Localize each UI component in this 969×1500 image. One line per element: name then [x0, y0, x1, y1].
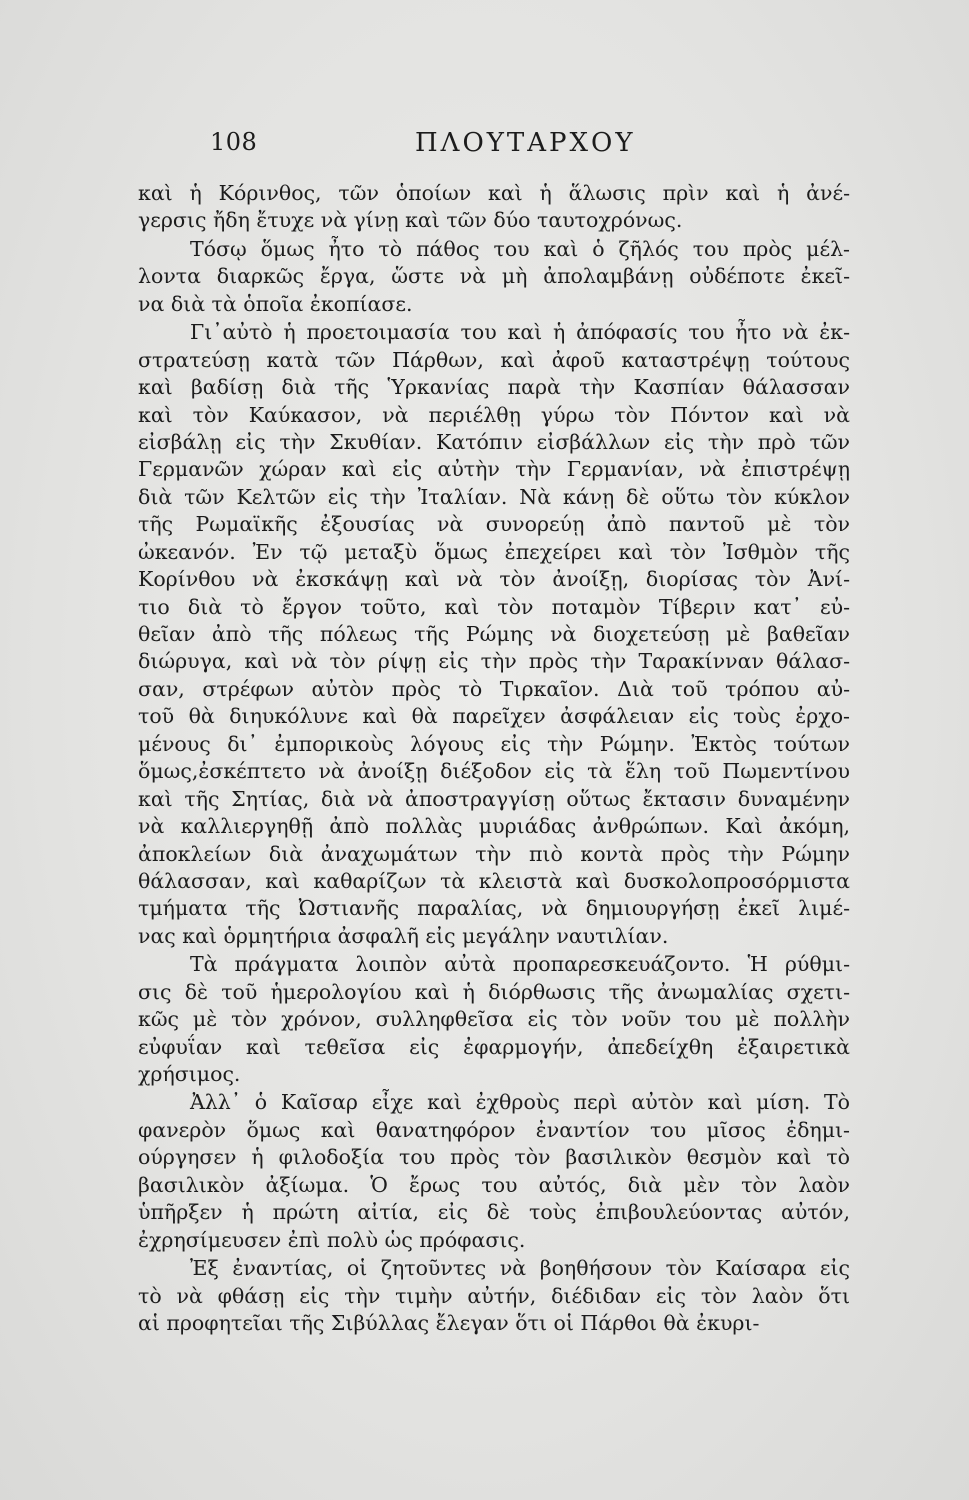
text-line: ἀποκλείων διὰ ἀναχωμάτων τὴν πιὸ κοντὰ πρὸς τὴν Ρώμην — [138, 841, 850, 866]
text-line: φανερὸν ὅμως καὶ θανατηφόρον ἐναντίον του μῖσος ἐδημι- — [138, 1117, 850, 1142]
text-line: χρήσιμος. — [138, 1062, 241, 1086]
text-line: Κορίνθου νὰ ἐκσκάψῃ καὶ νὰ τὸν ἀνοίξῃ, διορίσας τὸν Ἀνί- — [138, 567, 850, 592]
text-line: αἱ προφητεῖαι τῆς Σιβύλλας ἔλεγαν ὅτι οἱ Πάρθοι θὰ ἐκυρι- — [138, 1310, 760, 1335]
text-line: ὅμως,ἐσκέπτετο νὰ ἀνοίξῃ διέξοδον εἰς τὰ ἕλη τοῦ Πωμεντίνου — [138, 759, 850, 784]
text-line: θεῖαν ἀπὸ τῆς πόλεως τῆς Ρώμης νὰ διοχετεύσῃ μὲ βαθεῖαν — [138, 622, 850, 646]
text-line: Τόσῳ ὅμως ἦτο τὸ πάθος του καὶ ὁ ζῆλός του πρὸς μέλ- — [190, 236, 850, 261]
text-line: τιο διὰ τὸ ἔργον τοῦτο, καὶ τὸν ποταμὸν Τίβεριν κατ᾿ εὐ- — [138, 594, 850, 619]
paragraph — [138, 1255, 850, 1337]
text-line: εἰσβάλῃ εἰς τὴν Σκυθίαν. Κατόπιν εἰσβάλλων εἰς τὴν πρὸ τῶν — [138, 429, 850, 454]
text-line: καὶ ἡ Κόρινθος, τῶν ὁποίων καὶ ἡ ἅλωσις πρὶν καὶ ἡ ἀνέ- — [138, 181, 850, 205]
page-number: 108 — [210, 128, 258, 156]
text-line: σαν, στρέφων αὐτὸν πρὸς τὸ Τιρκαῖον. Διὰ τοῦ τρόπου αὐ- — [138, 676, 850, 701]
page-header — [210, 128, 850, 168]
text-line: τμήματα τῆς Ὠστιανῆς παραλίας, νὰ δημιουργήσῃ ἐκεῖ λιμέ- — [138, 896, 850, 921]
text-line: στρατεύσῃ κατὰ τῶν Πάρθων, καὶ ἀφοῦ καταστρέψῃ τούτους — [138, 347, 850, 372]
text-line: διὰ τῶν Κελτῶν εἰς τὴν Ἰταλίαν. Νὰ κάνῃ δὲ οὕτω τὸν κύκλον — [138, 484, 850, 509]
paragraph — [138, 180, 850, 235]
text-line: τῆς Ρωμαϊκῆς ἐξουσίας νὰ συνορεύῃ ἀπὸ παντοῦ μὲ τὸν — [138, 512, 850, 537]
text-line: κῶς μὲ τὸν χρόνον, συλληφθεῖσα εἰς τὸν νοῦν του μὲ πολλὴν — [138, 1007, 850, 1032]
text-line: βασιλικὸν ἀξίωμα. Ὁ ἔρως του αὐτός, διὰ μὲν τὸν λαὸν — [138, 1172, 850, 1197]
paragraph — [138, 319, 850, 950]
text-line: τὸ νὰ φθάσῃ εἰς τὴν τιμὴν αὐτήν, διέδιδαν εἰς τὸν λαὸν ὅτι — [138, 1283, 850, 1308]
text-line: νὰ καλλιεργηθῇ ἀπὸ πολλὰς μυριάδας ἀνθρώπων. Καὶ ἀκόμη, — [138, 814, 850, 839]
text-line: ούργησεν ἡ φιλοδοξία του πρὸς τὸν βασιλικὸν θεσμὸν καὶ τὸ — [138, 1145, 850, 1170]
text-line: λοντα διαρκῶς ἔργα, ὥστε νὰ μὴ ἀπολαμβάνῃ οὐδέποτε ἐκεῖ- — [138, 264, 850, 289]
text-line: σις δὲ τοῦ ἡμερολογίου καὶ ἡ διόρθωσις τῆς ἀνωμαλίας σχετι- — [138, 979, 850, 1004]
text-line: καὶ τῆς Σητίας, διὰ νὰ ἀποστραγγίσῃ οὕτως ἔκτασιν δυναμένην — [138, 786, 850, 811]
text-line: εὐφυΐαν καὶ τεθεῖσα εἰς ἐφαρμογήν, ἀπεδείχθη ἐξαιρετικὰ — [138, 1034, 850, 1059]
text-line: καὶ τὸν Καύκασον, νὰ περιέλθῃ γύρω τὸν Πόντον καὶ νὰ — [138, 402, 850, 427]
paragraph — [138, 236, 850, 318]
text-line: ἐχρησίμευσεν ἐπὶ πολὺ ὡς πρόφασις. — [138, 1227, 526, 1252]
text-line: νας καὶ ὁρμητήρια ἀσφαλῆ εἰς μεγάλην ναυτιλίαν. — [138, 923, 669, 948]
text-line: μένους δι᾿ ἐμπορικοὺς λόγους εἰς τὴν Ρώμην. Ἐκτὸς τούτων — [138, 731, 850, 756]
paragraph — [138, 1089, 850, 1254]
text-line: θάλασσαν, καὶ καθαρίζων τὰ κλειστὰ καὶ δυσκολοπροσόρμιστα — [138, 868, 850, 893]
text-line: Γι᾿αὐτὸ ἡ προετοιμασία του καὶ ἡ ἀπόφασίς του ἦτο νὰ ἐκ- — [190, 320, 850, 345]
body-text — [138, 180, 850, 1338]
paragraph — [138, 951, 850, 1088]
text-line: να διὰ τὰ ὁποῖα ἐκοπίασε. — [138, 291, 413, 316]
running-title: ΠΛΟΥΤΑΡΧΟΥ — [415, 128, 636, 158]
text-line: Γερμανῶν χώραν καὶ εἰς αὐτὴν τὴν Γερμανίαν, νὰ ἐπιστρέψῃ — [138, 457, 850, 482]
text-line: ὑπῆρξεν ἡ πρώτη αἰτία, εἰς δὲ τοὺς ἐπιβουλεύοντας αὐτόν, — [138, 1200, 850, 1225]
text-line: καὶ βαδίσῃ διὰ τῆς Ὑρκανίας παρὰ τὴν Κασπίαν θάλασσαν — [138, 375, 850, 400]
text-line: γερσις ἤδη ἔτυχε νὰ γίνῃ καὶ τῶν δύο ταυτοχρόνως. — [138, 208, 683, 233]
text-line: τοῦ θὰ διηυκόλυνε καὶ θὰ παρεῖχεν ἀσφάλειαν εἰς τοὺς ἐρχο- — [138, 704, 850, 729]
text-line: Ἀλλ᾿ ὁ Καῖσαρ εἶχε καὶ ἐχθροὺς περὶ αὐτὸν καὶ μίση. Τὸ — [190, 1090, 850, 1115]
text-line: Τὰ πράγματα λοιπὸν αὐτὰ προπαρεσκευάζοντο. Ἡ ρύθμι- — [190, 952, 850, 977]
text-line: ὠκεανόν. Ἐν τῷ μεταξὺ ὅμως ἐπεχείρει καὶ τὸν Ἰσθμὸν τῆς — [138, 539, 850, 564]
text-line: διώρυγα, καὶ νὰ τὸν ρίψῃ εἰς τὴν πρὸς τὴν Ταρακίνναν θάλασ- — [138, 649, 850, 674]
text-line: Ἐξ ἐναντίας, οἱ ζητοῦντες νὰ βοηθήσουν τὸν Καίσαρα εἰς — [190, 1256, 850, 1281]
